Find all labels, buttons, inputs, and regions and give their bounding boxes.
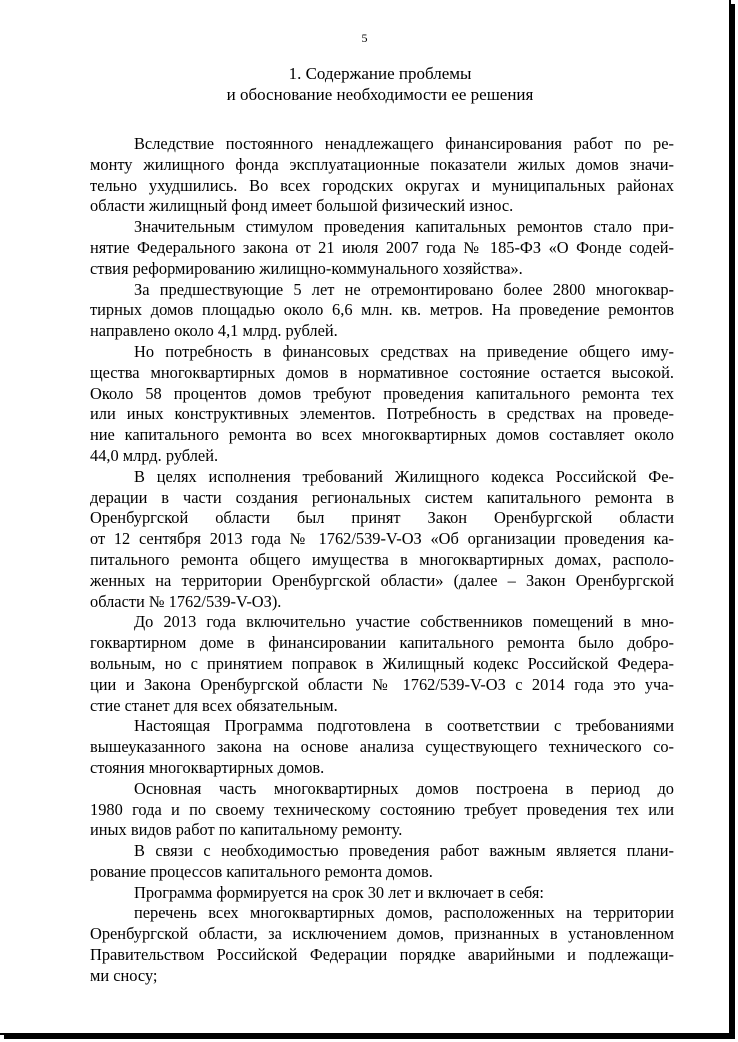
text-line: Оренбургской области, за исключением домов, признанных в установленном — [90, 924, 674, 944]
text-line: Программа формируется на срок 30 лет и включает в себя: — [134, 882, 544, 902]
text-line: тельно ухудшились. Во всех городских округах и муниципальных районах — [90, 175, 674, 195]
text-line: За предшествующие 5 лет не отремонтировано более 2800 многоквар- — [134, 279, 674, 299]
text-line: нятие Федерального закона от 21 июля 2007 года № 185-ФЗ «О Фонде содей- — [90, 237, 674, 257]
text-line: женных на территории Оренбургской области» (далее – Закон Оренбургской — [90, 570, 674, 590]
text-line: питального ремонта общего имущества в многоквартирных домах, располо- — [90, 549, 674, 569]
text-line: ции и Закона Оренбургской области № 1762/539-V-ОЗ с 2014 года это уча- — [90, 674, 674, 694]
text-line: перечень всех многоквартирных домов, расположенных на территории — [134, 903, 674, 923]
text-line: стие станет для всех обязательным. — [90, 695, 338, 715]
text-line: области жилищный фонд имеет большой физический износ. — [90, 196, 514, 216]
text-line: стояния многоквартирных домов. — [90, 757, 325, 777]
text-line: иных видов работ по капитальному ремонту. — [90, 820, 403, 840]
paragraph — [90, 467, 674, 613]
text-line: дерации в части создания региональных систем капитального ремонта в — [90, 487, 674, 507]
text-line: ние капитального ремонта во всех многоквартирных домов составляет около — [90, 425, 674, 445]
paragraph — [90, 779, 674, 841]
paragraph — [90, 903, 674, 986]
document-body — [90, 134, 674, 987]
paragraph — [90, 841, 674, 883]
text-line: Правительством Российской Федерации порядке аварийными и подлежащи- — [90, 945, 674, 965]
heading-line-1: 1. Содержание проблемы — [288, 64, 472, 83]
paragraph — [90, 134, 674, 217]
text-line: ствия реформированию жилищно-коммунального хозяйства». — [90, 258, 523, 278]
text-line: Оренбургской области был принят Закон Оренбургской области — [90, 508, 674, 528]
text-line: направлено около 4,1 млрд. рублей. — [90, 321, 338, 341]
text-line: ми сносу; — [90, 965, 158, 985]
text-line: В целях исполнения требований Жилищного кодекса Российской Фе- — [134, 466, 674, 486]
text-line: монту жилищного фонда эксплуатационные показатели жилых домов значи- — [90, 154, 674, 174]
paragraph — [90, 280, 674, 342]
page-number: 5 — [361, 31, 368, 45]
text-line: вольным, но с принятием поправок в Жилищный кодекс Российской Федера- — [90, 653, 674, 673]
text-line: щества многоквартирных домов в нормативное состояние остается высокой. — [90, 362, 674, 382]
text-line: 44,0 млрд. рублей. — [90, 445, 219, 465]
text-line: вышеуказанного закона на основе анализа существующего технического со- — [90, 737, 674, 757]
text-line: или иных конструктивных элементов. Потребность в средствах на проведе- — [90, 404, 674, 424]
text-line: гоквартирном доме в финансировании капитального ремонта было добро- — [90, 633, 674, 653]
text-line: 1980 года и по своему техническому состоянию требует проведения тех или — [90, 799, 674, 819]
paragraph — [90, 217, 674, 279]
text-line: Значительным стимулом проведения капитальных ремонтов стало при- — [134, 217, 674, 237]
text-line: тирных домов площадью около 6,6 млн. кв. метров. На проведение ремонтов — [90, 300, 674, 320]
text-line: области № 1762/539-V-ОЗ). — [90, 591, 282, 611]
text-line: Настоящая Программа подготовлена в соответствии с требованиями — [134, 716, 674, 736]
paragraph — [90, 716, 674, 778]
paragraph — [90, 612, 674, 716]
paragraph — [90, 342, 674, 467]
text-line: от 12 сентября 2013 года № 1762/539-V-ОЗ «Об организации проведения ка- — [90, 529, 674, 549]
text-line: Основная часть многоквартирных домов построена в период до — [134, 778, 674, 798]
text-line: В связи с необходимостью проведения работ важным является плани- — [134, 841, 674, 861]
paragraph — [90, 883, 674, 904]
text-line: До 2013 года включительно участие собственников помещений в мно- — [134, 612, 674, 632]
text-line: Вследствие постоянного ненадлежащего финансирования работ по ре- — [134, 134, 674, 153]
text-line: рование процессов капитального ремонта домов. — [90, 861, 433, 881]
section-heading — [90, 64, 670, 105]
text-line: Но потребность в финансовых средствах на приведение общего иму- — [134, 341, 674, 361]
text-line: Около 58 процентов домов требуют проведения капитального ремонта тех — [90, 383, 674, 403]
heading-line-2: и обоснование необходимости ее решения — [226, 84, 534, 104]
